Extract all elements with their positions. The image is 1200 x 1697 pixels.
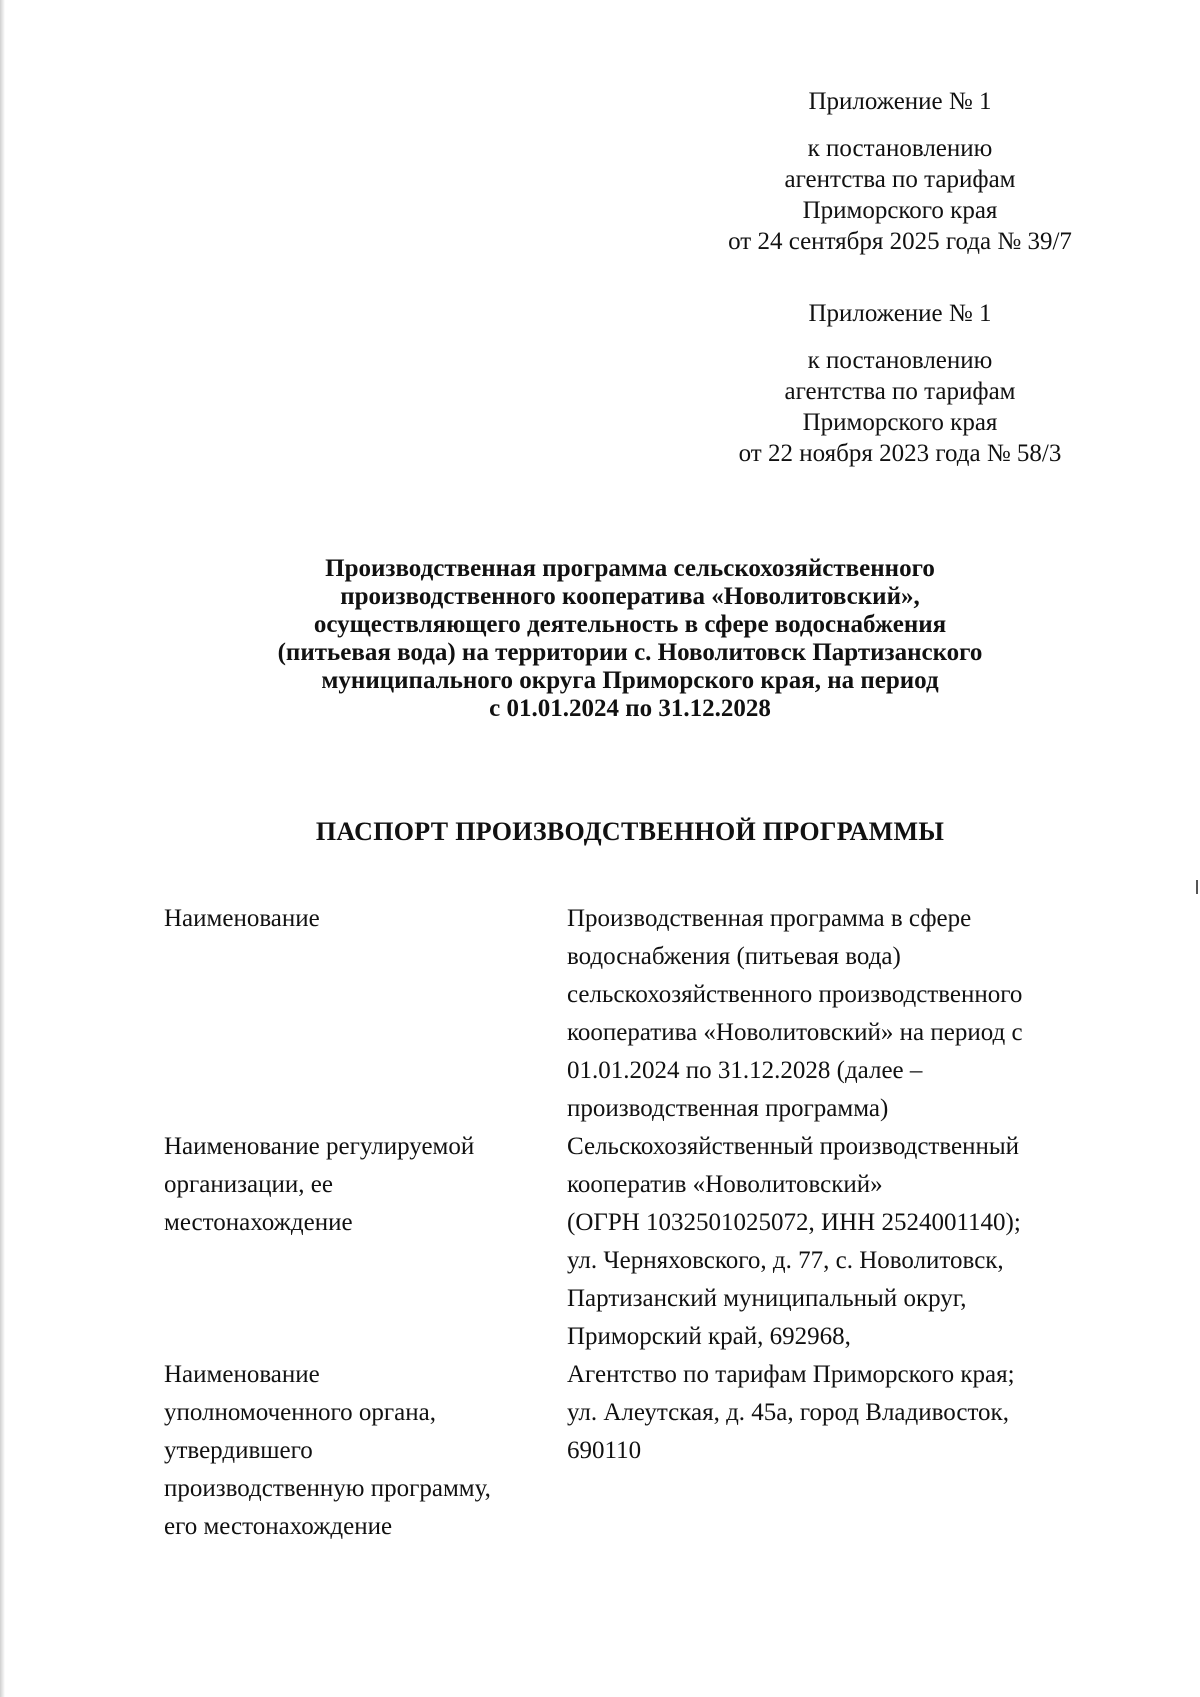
label-line: Наименование: [164, 1361, 320, 1388]
value-line: ул. Черняховского, д. 77, с. Новолитовск,: [567, 1247, 1004, 1274]
label-line: производственную программу,: [164, 1475, 491, 1502]
passport-table: [164, 900, 1124, 1546]
appendix-block-current: [680, 86, 1120, 257]
label-line: его местонахождение: [164, 1513, 393, 1540]
value-line: кооператива «Новолитовский» на период с: [567, 1019, 1023, 1046]
value-line: водоснабжения (питьевая вода): [567, 943, 901, 970]
passport-row-organization: [164, 1128, 1124, 1356]
appendix-date-line: от 24 сентября 2025 года № 39/7: [728, 228, 1072, 255]
passport-row-label: [164, 900, 567, 1128]
value-line: 690110: [567, 1437, 642, 1464]
appendix-line: к постановлению: [807, 347, 993, 374]
title-line: Производственная программа сельскохозяйственного: [325, 555, 935, 582]
title-line: с 01.01.2024 по 31.12.2028: [489, 695, 771, 722]
appendix-number: Приложение № 1: [808, 88, 992, 115]
label-line: утвердившего: [164, 1437, 313, 1464]
title-line: (питьевая вода) на территории с. Новолитовск Партизанского: [277, 639, 983, 666]
appendix-line: агентства по тарифам: [784, 378, 1016, 405]
label-line: местонахождение: [164, 1209, 353, 1236]
passport-row-value: [567, 1356, 1124, 1546]
label-line: Наименование регулируемой: [164, 1133, 475, 1160]
value-line: Производственная программа в сфере: [567, 905, 972, 932]
passport-row-label: [164, 1356, 567, 1546]
title-line: муниципального округа Приморского края, на период: [321, 667, 939, 694]
passport-row-authority: [164, 1356, 1124, 1546]
value-line: Партизанский муниципальный округ,: [567, 1285, 967, 1312]
appendix-number: Приложение № 1: [808, 300, 992, 327]
label-line: Наименование: [164, 905, 320, 932]
appendix-line: Приморского края: [802, 409, 998, 436]
scan-edge-shadow: [0, 0, 5, 1697]
label-line: уполномоченного органа,: [164, 1399, 436, 1426]
appendix-date-line: от 22 ноября 2023 года № 58/3: [738, 440, 1062, 467]
value-line: ул. Алеутская, д. 45а, город Владивосток,: [567, 1399, 1009, 1426]
value-line: производственная программа): [567, 1095, 889, 1122]
document-title: [200, 555, 1060, 723]
scan-margin-mark: [1196, 880, 1198, 894]
passport-row-program-name: [164, 900, 1124, 1128]
value-line: кооператив «Новолитовский»: [567, 1171, 883, 1198]
value-line: сельскохозяйственного производственного: [567, 981, 1023, 1008]
appendix-block-original: [680, 298, 1120, 469]
value-line: Сельскохозяйственный производственный: [567, 1133, 1020, 1160]
value-line: (ОГРН 1032501025072, ИНН 2524001140);: [567, 1209, 1021, 1236]
appendix-line: к постановлению: [807, 135, 993, 162]
title-line: производственного кооператива «Новолитовский»,: [340, 583, 920, 610]
value-line: 01.01.2024 по 31.12.2028 (далее –: [567, 1057, 923, 1084]
passport-heading: ПАСПОРТ ПРОИЗВОДСТВЕННОЙ ПРОГРАММЫ: [315, 817, 945, 846]
value-line: Агентство по тарифам Приморского края;: [567, 1361, 1015, 1388]
title-line: осуществляющего деятельность в сфере водоснабжения: [313, 611, 947, 638]
appendix-line: Приморского края: [802, 197, 998, 224]
value-line: Приморский край, 692968,: [567, 1323, 851, 1350]
label-line: организации, ее: [164, 1171, 333, 1198]
appendix-line: агентства по тарифам: [784, 166, 1016, 193]
passport-row-value: [567, 900, 1124, 1128]
passport-row-value: [567, 1128, 1124, 1356]
passport-row-label: [164, 1128, 567, 1356]
